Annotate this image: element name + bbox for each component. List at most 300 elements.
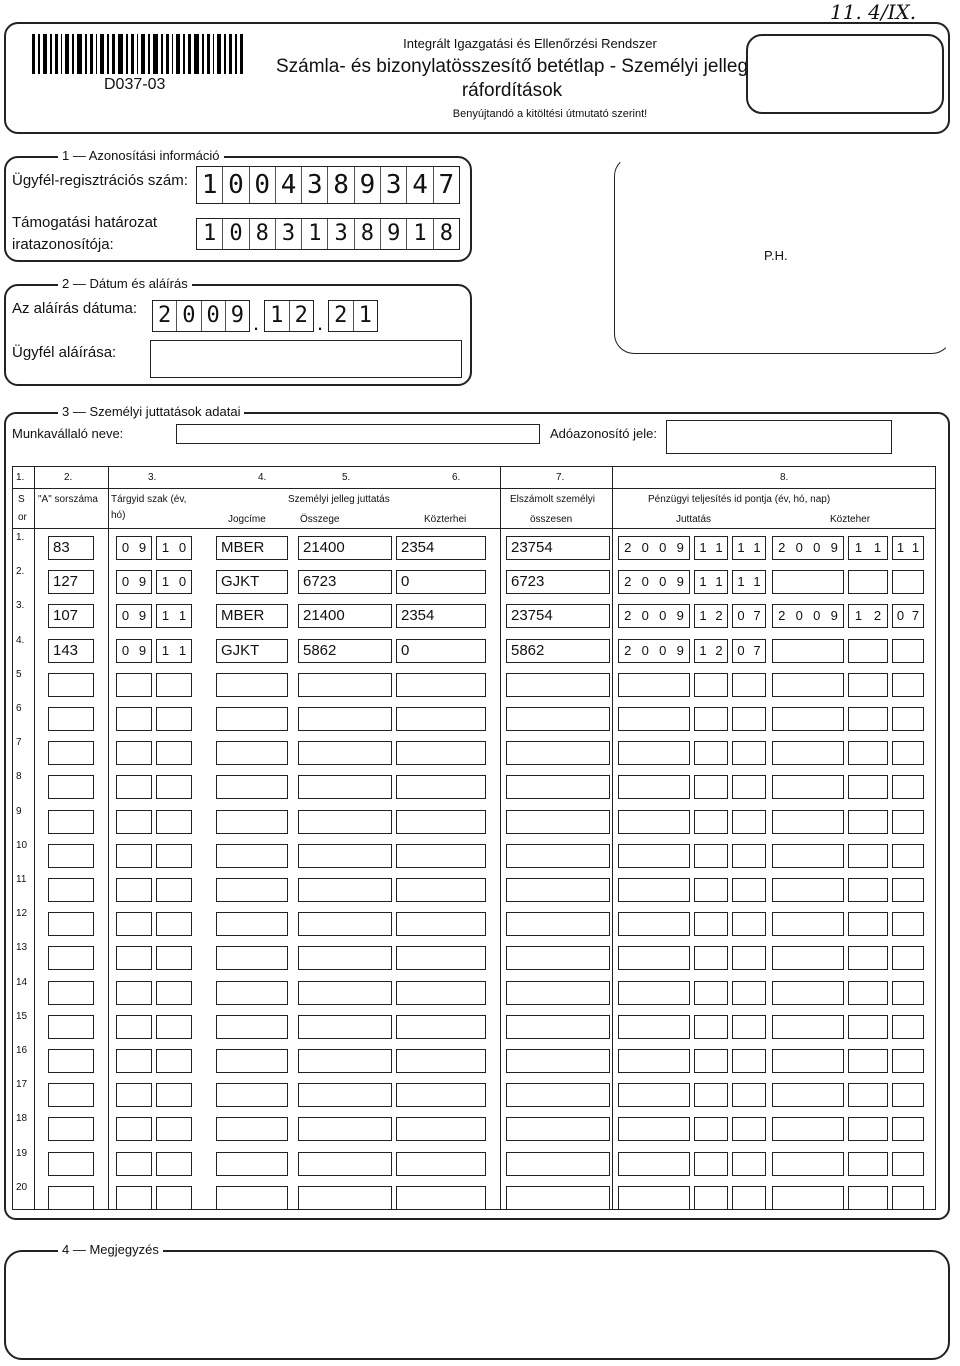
charge-day-field[interactable] (892, 810, 924, 834)
amount-field[interactable] (298, 741, 392, 765)
benefit-year-field[interactable] (618, 878, 690, 902)
reg-number-field[interactable] (196, 166, 460, 204)
period-year-field[interactable] (116, 1152, 152, 1176)
benefit-month-field[interactable] (694, 946, 728, 970)
public-charges-field[interactable] (396, 673, 486, 697)
a-number-field[interactable] (48, 878, 94, 902)
charge-month-field-char (849, 947, 887, 969)
period-month-field[interactable] (156, 536, 192, 560)
public-charges-field[interactable] (396, 844, 486, 868)
benefit-year-field[interactable] (618, 707, 690, 731)
settled-total-field[interactable] (506, 912, 610, 936)
charge-month-field[interactable] (848, 1117, 888, 1141)
date-year-field[interactable] (152, 300, 250, 332)
public-charges-field[interactable] (396, 912, 486, 936)
benefit-month-field[interactable] (694, 878, 728, 902)
benefit-month-field[interactable] (694, 844, 728, 868)
period-year-field[interactable] (116, 1186, 152, 1210)
benefit-month-field[interactable] (694, 1186, 728, 1210)
period-year-field[interactable] (116, 844, 152, 868)
benefit-day-field[interactable] (732, 1152, 766, 1176)
a-number-field[interactable] (48, 673, 94, 697)
benefit-year-field[interactable] (618, 741, 690, 765)
title-field[interactable]: GJKT (216, 639, 288, 663)
charge-year-field[interactable] (772, 604, 844, 628)
benefit-month-field[interactable] (694, 1083, 728, 1107)
period-month-field-char (157, 674, 191, 696)
title-field[interactable] (216, 707, 288, 731)
year-digit-1: 0 (177, 301, 201, 331)
period-month-field[interactable] (156, 604, 192, 628)
benefit-year-field[interactable] (618, 639, 690, 663)
charge-year-field[interactable] (772, 1015, 844, 1039)
benefit-year-field[interactable] (618, 946, 690, 970)
benefit-month-field[interactable] (694, 810, 728, 834)
settled-total-field[interactable] (506, 707, 610, 731)
period-month-field[interactable] (156, 981, 192, 1005)
period-month-field[interactable] (156, 707, 192, 731)
public-charges-field[interactable] (396, 981, 486, 1005)
charge-month-field[interactable] (848, 673, 888, 697)
a-number-field[interactable]: 83 (48, 536, 94, 560)
hdr-settled-2: összesen (530, 514, 573, 525)
title-field[interactable] (216, 878, 288, 902)
title-field[interactable] (216, 1152, 288, 1176)
a-number-field[interactable] (48, 775, 94, 799)
charge-year-field[interactable] (772, 639, 844, 663)
benefit-year-field-char (619, 1084, 689, 1106)
benefit-day-field[interactable] (732, 878, 766, 902)
charge-day-field[interactable] (892, 741, 924, 765)
date-month-field[interactable] (264, 300, 314, 332)
a-number-field[interactable]: 127 (48, 570, 94, 594)
settled-total-field[interactable]: 6723 (506, 570, 610, 594)
settled-total-field[interactable] (506, 1117, 610, 1141)
charge-month-field-char (849, 1187, 887, 1209)
benefit-day-field[interactable] (732, 1117, 766, 1141)
title-field[interactable] (216, 810, 288, 834)
period-month-field-char (157, 845, 191, 867)
benefit-year-field[interactable] (618, 570, 690, 594)
period-month-field[interactable] (156, 639, 192, 663)
charge-day-field[interactable] (892, 981, 924, 1005)
period-month-field[interactable] (156, 1117, 192, 1141)
title-field[interactable]: MBER (216, 604, 288, 628)
amount-field[interactable] (298, 810, 392, 834)
charge-day-field[interactable] (892, 1186, 924, 1210)
charge-year-field[interactable] (772, 1117, 844, 1141)
benefit-year-field[interactable] (618, 844, 690, 868)
public-charges-field[interactable]: 0 (396, 570, 486, 594)
period-month-field-char (157, 1118, 191, 1140)
period-year-field[interactable] (116, 604, 152, 628)
charge-month-field-char (849, 674, 887, 696)
charge-day-field[interactable] (892, 1117, 924, 1141)
public-charges-field[interactable]: 2354 (396, 604, 486, 628)
a-number-field[interactable] (48, 741, 94, 765)
benefit-day-field[interactable] (732, 1083, 766, 1107)
period-year-field[interactable] (116, 673, 152, 697)
benefit-year-field[interactable] (618, 536, 690, 560)
title-field[interactable] (216, 1186, 288, 1210)
period-month-field[interactable] (156, 1083, 192, 1107)
period-month-field-char: 1 (161, 643, 170, 658)
amount-field[interactable] (298, 1152, 392, 1176)
period-month-field-char (157, 1016, 191, 1038)
barcode (32, 34, 244, 74)
public-charges-field[interactable] (396, 1186, 486, 1210)
public-charges-field[interactable] (396, 878, 486, 902)
settled-total-field[interactable] (506, 1049, 610, 1073)
title-field[interactable]: GJKT (216, 570, 288, 594)
charge-month-field[interactable] (848, 1152, 888, 1176)
period-month-field[interactable] (156, 912, 192, 936)
col-divider-1 (34, 466, 35, 1210)
benefit-year-field[interactable] (618, 1186, 690, 1210)
settled-total-field[interactable] (506, 844, 610, 868)
period-year-field[interactable] (116, 1015, 152, 1039)
benefit-month-field[interactable] (694, 1049, 728, 1073)
period-year-field[interactable] (116, 1049, 152, 1073)
amount-field[interactable] (298, 878, 392, 902)
benefit-day-field[interactable] (732, 741, 766, 765)
benefit-year-field[interactable] (618, 604, 690, 628)
benefit-month-field[interactable] (694, 1117, 728, 1141)
a-number-field[interactable] (48, 1152, 94, 1176)
benefit-year-field[interactable] (618, 1015, 690, 1039)
period-year-field[interactable] (116, 775, 152, 799)
charge-day-field[interactable] (892, 570, 924, 594)
settled-total-field[interactable] (506, 673, 610, 697)
benefit-year-field[interactable] (618, 981, 690, 1005)
benefit-month-field[interactable] (694, 1015, 728, 1039)
charge-month-field[interactable] (848, 878, 888, 902)
period-year-field[interactable] (116, 741, 152, 765)
benefit-year-field[interactable] (618, 1117, 690, 1141)
period-month-field[interactable] (156, 810, 192, 834)
settled-total-field[interactable]: 23754 (506, 604, 610, 628)
public-charges-field[interactable] (396, 1015, 486, 1039)
amount-field[interactable] (298, 707, 392, 731)
period-year-field[interactable] (116, 912, 152, 936)
benefit-day-field[interactable] (732, 912, 766, 936)
month-digit-0: 1 (265, 301, 290, 331)
amount-field[interactable]: 21400 (298, 536, 392, 560)
settled-total-field[interactable] (506, 1015, 610, 1039)
a-number-field[interactable] (48, 912, 94, 936)
charge-day-field-char (893, 708, 923, 730)
benefit-month-field[interactable] (694, 1152, 728, 1176)
charge-year-field-char (773, 776, 843, 798)
charge-year-field[interactable] (772, 844, 844, 868)
amount-field[interactable] (298, 844, 392, 868)
benefit-day-field[interactable] (732, 844, 766, 868)
settled-total-field[interactable] (506, 1186, 610, 1210)
charge-year-field[interactable] (772, 570, 844, 594)
a-number-field[interactable] (48, 844, 94, 868)
settled-total-field[interactable] (506, 775, 610, 799)
period-year-field[interactable] (116, 536, 152, 560)
a-number-field[interactable]: 143 (48, 639, 94, 663)
charge-day-field[interactable] (892, 912, 924, 936)
remarks-field[interactable] (14, 1262, 940, 1352)
a-number-field[interactable] (48, 1117, 94, 1141)
period-month-field[interactable] (156, 1049, 192, 1073)
title-field[interactable] (216, 1117, 288, 1141)
charge-month-field[interactable] (848, 981, 888, 1005)
public-charges-field[interactable] (396, 946, 486, 970)
charge-month-field[interactable] (848, 1049, 888, 1073)
office-use-box[interactable] (746, 34, 944, 114)
settled-total-field[interactable] (506, 810, 610, 834)
public-charges-field[interactable] (396, 741, 486, 765)
benefit-year-field[interactable] (618, 810, 690, 834)
benefit-day-field[interactable] (732, 1015, 766, 1039)
amount-field[interactable] (298, 981, 392, 1005)
public-charges-field[interactable] (396, 1049, 486, 1073)
benefit-day-field[interactable] (732, 810, 766, 834)
amount-field[interactable]: 21400 (298, 604, 392, 628)
charge-month-field[interactable] (848, 810, 888, 834)
title-field[interactable] (216, 912, 288, 936)
title-field[interactable] (216, 1049, 288, 1073)
charge-year-field[interactable] (772, 673, 844, 697)
a-number-field[interactable] (48, 1083, 94, 1107)
amount-field[interactable] (298, 1186, 392, 1210)
charge-year-field[interactable] (772, 707, 844, 731)
charge-year-field[interactable] (772, 946, 844, 970)
charge-month-field[interactable] (848, 912, 888, 936)
public-charges-field[interactable] (396, 810, 486, 834)
a-number-field[interactable] (48, 810, 94, 834)
public-charges-field[interactable]: 2354 (396, 536, 486, 560)
benefit-day-field[interactable] (732, 639, 766, 663)
a-number-field[interactable] (48, 1186, 94, 1210)
period-month-field[interactable] (156, 570, 192, 594)
period-year-field[interactable] (116, 878, 152, 902)
charge-day-field[interactable] (892, 604, 924, 628)
charge-day-field[interactable] (892, 673, 924, 697)
a-number-field[interactable] (48, 1015, 94, 1039)
period-year-field[interactable] (116, 570, 152, 594)
charge-month-field[interactable] (848, 639, 888, 663)
benefit-day-field[interactable] (732, 1049, 766, 1073)
charge-month-field[interactable] (848, 1186, 888, 1210)
benefit-month-field[interactable] (694, 775, 728, 799)
settled-total-field[interactable] (506, 741, 610, 765)
title-field[interactable] (216, 673, 288, 697)
charge-day-field[interactable] (892, 1152, 924, 1176)
charge-day-field[interactable] (892, 536, 924, 560)
settled-total-field[interactable]: 23754 (506, 536, 610, 560)
settled-total-field[interactable] (506, 946, 610, 970)
period-month-field[interactable] (156, 673, 192, 697)
period-month-field[interactable] (156, 946, 192, 970)
benefit-month-field[interactable] (694, 707, 728, 731)
period-month-field-char: 1 (161, 608, 170, 623)
period-month-field[interactable] (156, 1015, 192, 1039)
charge-day-field[interactable] (892, 639, 924, 663)
amount-field[interactable] (298, 775, 392, 799)
period-month-field[interactable] (156, 878, 192, 902)
charge-month-field[interactable] (848, 570, 888, 594)
charge-day-field[interactable] (892, 1049, 924, 1073)
reg-digit-6: 9 (355, 167, 381, 203)
charge-month-field[interactable] (848, 775, 888, 799)
period-month-field[interactable] (156, 1152, 192, 1176)
amount-field[interactable] (298, 912, 392, 936)
row-number: 7 (16, 737, 22, 748)
period-month-field[interactable] (156, 775, 192, 799)
settled-total-field[interactable] (506, 1152, 610, 1176)
benefit-day-field[interactable] (732, 536, 766, 560)
benefit-month-field[interactable] (694, 570, 728, 594)
amount-field[interactable] (298, 673, 392, 697)
period-year-field[interactable] (116, 981, 152, 1005)
settled-total-field[interactable] (506, 1083, 610, 1107)
benefit-year-field[interactable] (618, 775, 690, 799)
charge-year-field[interactable] (772, 1083, 844, 1107)
public-charges-field[interactable] (396, 707, 486, 731)
charge-month-field-char: 1 (854, 608, 863, 623)
a-number-field[interactable]: 107 (48, 604, 94, 628)
benefit-year-field[interactable] (618, 1152, 690, 1176)
signature-field[interactable] (150, 340, 462, 378)
charge-month-field[interactable] (848, 707, 888, 731)
benefit-day-field[interactable] (732, 981, 766, 1005)
charge-year-field[interactable] (772, 981, 844, 1005)
date-day-field[interactable] (328, 300, 378, 332)
period-year-field[interactable] (116, 707, 152, 731)
benefit-year-field[interactable] (618, 1049, 690, 1073)
charge-day-field[interactable] (892, 1015, 924, 1039)
charge-day-field[interactable] (892, 878, 924, 902)
employer-name-field[interactable] (176, 424, 540, 444)
table-colnum-line (12, 488, 936, 489)
decision-id-field[interactable] (196, 218, 460, 250)
charge-year-field-char: 0 (795, 540, 803, 555)
period-month-field-char (157, 742, 191, 764)
benefit-year-field-char: 0 (659, 643, 667, 658)
charge-day-field[interactable] (892, 707, 924, 731)
period-month-field[interactable] (156, 844, 192, 868)
amount-field[interactable] (298, 1015, 392, 1039)
benefit-day-field[interactable] (732, 707, 766, 731)
amount-field[interactable] (298, 946, 392, 970)
period-month-field[interactable] (156, 741, 192, 765)
barcode-graphic (32, 34, 244, 74)
benefit-month-field[interactable] (694, 673, 728, 697)
title-field[interactable] (216, 946, 288, 970)
period-year-field[interactable] (116, 1117, 152, 1141)
charge-month-field[interactable] (848, 536, 888, 560)
benefit-month-field[interactable] (694, 741, 728, 765)
a-number-field[interactable] (48, 1049, 94, 1073)
benefit-day-field[interactable] (732, 775, 766, 799)
benefit-month-field-char (695, 674, 727, 696)
benefit-year-field[interactable] (618, 912, 690, 936)
public-charges-field[interactable] (396, 775, 486, 799)
title-field[interactable] (216, 981, 288, 1005)
tax-id-field[interactable] (666, 420, 892, 454)
charge-year-field[interactable] (772, 775, 844, 799)
charge-year-field[interactable] (772, 810, 844, 834)
benefit-day-field[interactable] (732, 673, 766, 697)
charge-year-field[interactable] (772, 912, 844, 936)
public-charges-field[interactable] (396, 1152, 486, 1176)
amount-field[interactable]: 6723 (298, 570, 392, 594)
period-month-field[interactable] (156, 1186, 192, 1210)
charge-month-field[interactable] (848, 1083, 888, 1107)
public-charges-field[interactable]: 0 (396, 639, 486, 663)
charge-month-field-char (849, 708, 887, 730)
period-year-field[interactable] (116, 1083, 152, 1107)
amount-field[interactable] (298, 1083, 392, 1107)
benefit-year-field[interactable] (618, 1083, 690, 1107)
charge-day-field[interactable] (892, 775, 924, 799)
a-number-field[interactable] (48, 707, 94, 731)
charge-month-field[interactable] (848, 741, 888, 765)
title-field[interactable] (216, 1083, 288, 1107)
benefit-month-field[interactable] (694, 604, 728, 628)
charge-year-field[interactable] (772, 536, 844, 560)
title-field[interactable]: MBER (216, 536, 288, 560)
title-field[interactable] (216, 775, 288, 799)
settled-total-field[interactable]: 5862 (506, 639, 610, 663)
period-year-field[interactable] (116, 810, 152, 834)
charge-day-field[interactable] (892, 844, 924, 868)
charge-year-field[interactable] (772, 1186, 844, 1210)
charge-month-field[interactable] (848, 946, 888, 970)
amount-field[interactable] (298, 1117, 392, 1141)
a-number-field[interactable] (48, 946, 94, 970)
benefit-day-field[interactable] (732, 604, 766, 628)
period-year-field[interactable] (116, 639, 152, 663)
title-field[interactable] (216, 1015, 288, 1039)
benefit-day-field[interactable] (732, 1186, 766, 1210)
charge-month-field[interactable] (848, 604, 888, 628)
benefit-day-field[interactable] (732, 946, 766, 970)
benefit-month-field[interactable] (694, 981, 728, 1005)
benefit-month-field[interactable] (694, 912, 728, 936)
a-number-field[interactable] (48, 981, 94, 1005)
title-field[interactable] (216, 844, 288, 868)
charge-year-field[interactable] (772, 878, 844, 902)
hdr-sor-1: S (18, 494, 25, 505)
charge-day-field[interactable] (892, 946, 924, 970)
charge-day-field[interactable] (892, 1083, 924, 1107)
amount-field[interactable] (298, 1049, 392, 1073)
benefit-year-field[interactable] (618, 673, 690, 697)
benefit-month-field[interactable] (694, 536, 728, 560)
charge-year-field[interactable] (772, 741, 844, 765)
period-year-field-char (117, 1187, 151, 1209)
settled-total-field[interactable] (506, 878, 610, 902)
charge-year-field[interactable] (772, 1152, 844, 1176)
period-year-field[interactable] (116, 946, 152, 970)
title-field[interactable] (216, 741, 288, 765)
public-charges-field[interactable] (396, 1083, 486, 1107)
benefit-day-field[interactable] (732, 570, 766, 594)
public-charges-field[interactable] (396, 1117, 486, 1141)
amount-field[interactable]: 5862 (298, 639, 392, 663)
charge-year-field[interactable] (772, 1049, 844, 1073)
charge-month-field[interactable] (848, 1015, 888, 1039)
charge-month-field[interactable] (848, 844, 888, 868)
settled-total-field[interactable] (506, 981, 610, 1005)
decision-digit-0: 1 (197, 219, 223, 249)
benefit-month-field[interactable] (694, 639, 728, 663)
